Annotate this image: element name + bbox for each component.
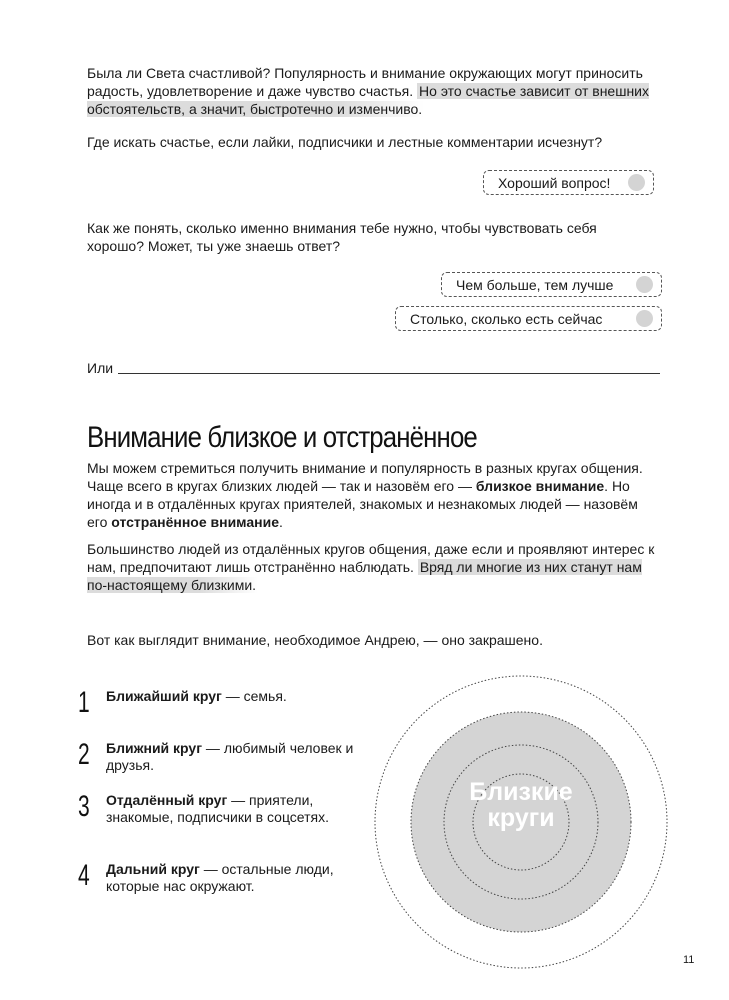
diagram-label-line-2: круги xyxy=(487,804,555,832)
intro-paragraph: Была ли Света счастливой? Популярность и внимание окружающих могут приносить радость, удовлетворение и даже чувство счастья. Но это счастье зависит от внешних обстоятельств, а значит, быстротечно и изменчиво. xyxy=(87,65,649,117)
answer-good-question[interactable] xyxy=(483,170,654,195)
radio-circle-icon[interactable] xyxy=(628,174,645,191)
option-label: Чем больше, тем лучше xyxy=(456,276,614,293)
attention-circles-diagram xyxy=(371,672,671,972)
item-number: 4 xyxy=(78,859,90,892)
diagram-caption: Вот как выглядит внимание, необходимое Андрею, — оно закрашено. xyxy=(87,632,543,648)
item-number: 1 xyxy=(78,686,90,719)
distant-paragraph: Большинство людей из отдалённых кругов общения, даже если и проявляют интерес к нам, предпочитают лишь отстранённо наблюдать. Вряд ли многие из них станут нам по-настоящему близкими. xyxy=(87,541,655,593)
radio-circle-icon[interactable] xyxy=(636,276,653,293)
highlighted-text: Вряд ли многие из них станут нам по-настоящему близкими. xyxy=(87,559,642,593)
option-label: Столько, сколько есть сейчас xyxy=(410,310,603,327)
attention-paragraph: Мы можем стремиться получить внимание и популярность в разных кругах общения. Чаще всего в кругах близких людей — так и назовём его — близкое внимание. Но иногда и в отдалённых кругах приятелей, знакомых и незнакомых людей — назовём его отстранённое внимание. xyxy=(87,460,643,530)
item-number: 3 xyxy=(78,790,90,823)
page-number: 11 xyxy=(683,954,695,966)
question-1: Где искать счастье, если лайки, подписчики и лестные комментарии исчезнут? xyxy=(87,134,603,150)
item-number: 2 xyxy=(78,738,90,771)
radio-circle-icon[interactable] xyxy=(636,310,653,327)
option-more-is-better[interactable] xyxy=(441,272,662,297)
section-heading: Внимание близкое и отстранённое xyxy=(87,421,477,454)
diagram-label-line-1: Близкие xyxy=(469,778,573,806)
question-2: Как же понять, сколько именно внимания тебе нужно, чтобы чувствовать себя хорошо? Может, ты уже знаешь ответ? xyxy=(87,220,597,254)
answer-line-input[interactable] xyxy=(118,373,660,374)
option-as-much-as-now[interactable] xyxy=(395,306,662,331)
or-label: Или xyxy=(87,360,114,376)
option-label: Хороший вопрос! xyxy=(498,174,611,191)
highlighted-text: Но это счастье зависит от внешних обстоятельств, а значит, быстротечно и изменчиво. xyxy=(87,83,649,117)
